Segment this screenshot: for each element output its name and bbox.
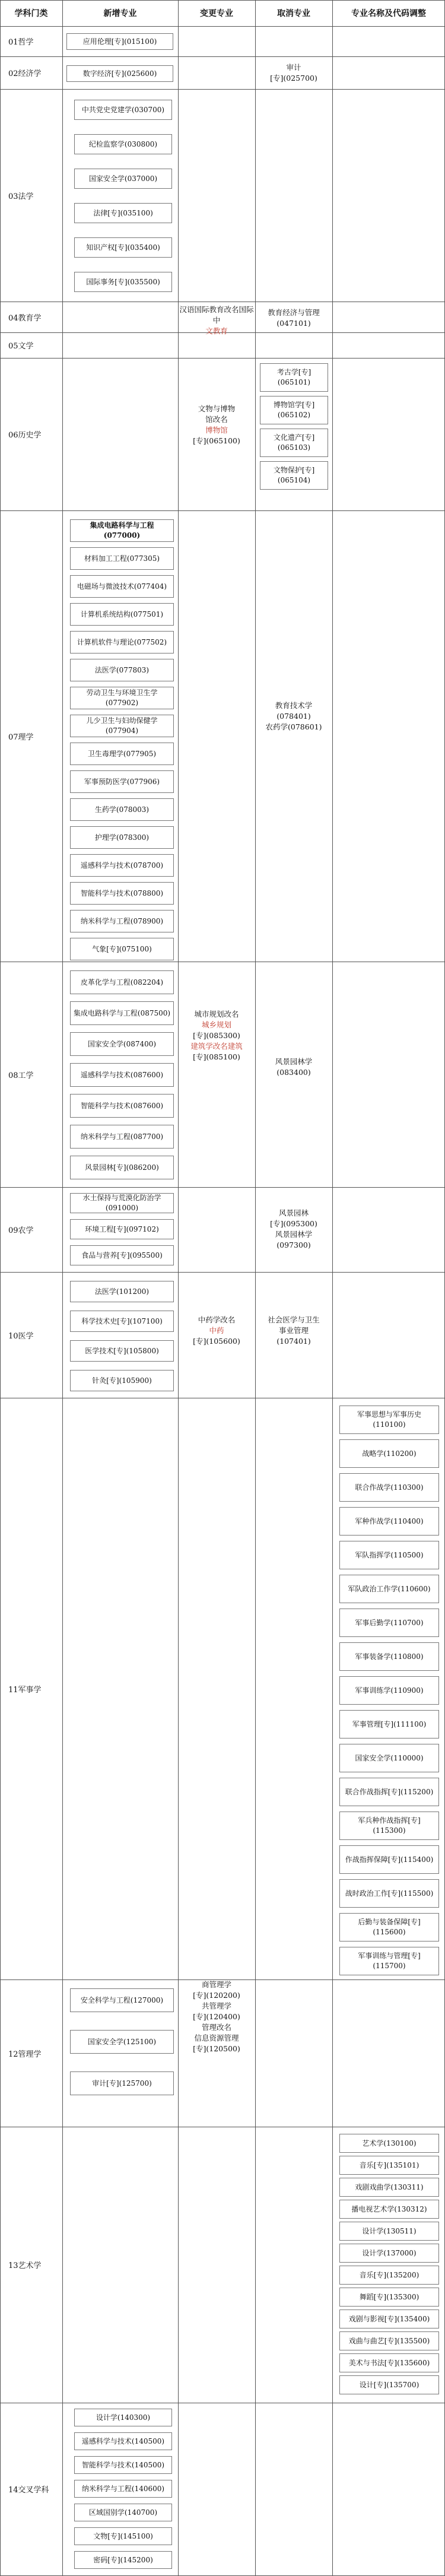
category-label: 10医学 xyxy=(8,1331,34,1341)
row-divider xyxy=(0,26,445,27)
row-divider xyxy=(0,89,445,90)
cancelled-major-note xyxy=(256,62,331,84)
changed-major-note-line: 文物与博物 xyxy=(198,404,236,413)
new-major-box: 环境工程[专](097102) xyxy=(70,1219,174,1239)
category-label: 02经济学 xyxy=(8,69,42,78)
adjusted-major-box: 军队指挥学(110500) xyxy=(339,1541,439,1569)
new-major-box: 法医学(101200) xyxy=(70,1281,174,1302)
cancelled-major-note xyxy=(256,307,331,329)
cancelled-major-note xyxy=(256,1208,331,1251)
cancelled-major-box: 文物保护[专](065104) xyxy=(260,461,328,490)
adjusted-major-box: 军队政治工作学(110600) xyxy=(339,1575,439,1603)
cancelled-major-note-line: (097300) xyxy=(276,1241,311,1249)
changed-major-note xyxy=(180,1979,253,2054)
column-header: 专业名称及代码调整 xyxy=(351,9,426,18)
cancelled-major-note-line: (047101) xyxy=(276,319,311,328)
changed-major-note-line: 建筑学改名建筑 xyxy=(190,1042,243,1051)
new-major-box: 法律[专](035100) xyxy=(74,203,172,223)
changed-major-note-line: 汉语国际教育改名国际中 xyxy=(179,305,254,325)
adjusted-major-box: 戏剧戏曲学(130311) xyxy=(339,2178,439,2197)
changed-major-note-line: 博物馆 xyxy=(205,426,228,434)
adjusted-major-box: 军兵种作战指挥[专](115300) xyxy=(339,1812,439,1840)
adjusted-major-box: 戏剧与影视[专](135400) xyxy=(339,2309,439,2328)
cancelled-major-note xyxy=(256,1057,331,1078)
new-major-box: 材料加工工程(077305) xyxy=(70,547,174,570)
changed-major-note-line: 商管理学 xyxy=(201,1980,231,1989)
category-label: 05文学 xyxy=(8,342,34,351)
changed-major-note-line: [专](120500) xyxy=(193,2044,240,2053)
new-major-box: 应用伦理[专](015100) xyxy=(66,33,173,50)
new-major-box: 科学技术史[专](107100) xyxy=(70,1311,174,1332)
cancelled-major-note-line: 风景园林学 xyxy=(275,1230,313,1239)
column-divider xyxy=(332,0,333,2575)
new-major-box: 电磁场与微波技术(077404) xyxy=(70,575,174,598)
new-major-box: 医学技术[专](105800) xyxy=(70,1340,174,1362)
changed-major-note-line: 管理改名 xyxy=(201,2023,231,2032)
cancelled-major-note xyxy=(256,1315,331,1347)
new-major-box: 国家安全学(037000) xyxy=(74,169,172,189)
cancelled-major-note-line: (083400) xyxy=(276,1068,311,1077)
new-major-box: 生药学(078003) xyxy=(70,798,174,821)
cancelled-major-note-line: 农药学(078601) xyxy=(265,722,322,731)
changed-major-note-line: 城市规划改名 xyxy=(194,1010,239,1019)
column-divider xyxy=(62,0,63,2575)
new-major-box: 水土保持与荒漠化防治学(091000) xyxy=(70,1193,174,1213)
category-label: 08工学 xyxy=(8,1071,34,1080)
new-major-box: 国家安全学(087400) xyxy=(70,1032,174,1056)
new-major-box: 数字经济[专](025600) xyxy=(66,65,173,82)
row-divider xyxy=(0,1187,445,1188)
category-label: 03法学 xyxy=(8,192,34,201)
new-major-box: 风景园林[专](086200) xyxy=(70,1156,174,1179)
adjusted-major-box: 战时政治工作[专](115500) xyxy=(339,1879,439,1908)
adjusted-major-box: 战略学(110200) xyxy=(339,1439,439,1468)
changed-major-note-line: [专](120200) xyxy=(193,1991,240,2000)
adjusted-major-box: 播电视艺术学(130312) xyxy=(339,2200,439,2219)
cancelled-major-note-line: (107401) xyxy=(276,1337,311,1346)
changed-major-note xyxy=(180,1009,253,1062)
new-major-box: 中共党史党建学(030700) xyxy=(74,100,172,120)
new-major-box: 法医学(077803) xyxy=(70,659,174,681)
new-major-box: 计算机软件与理论(077502) xyxy=(70,631,174,653)
adjusted-major-box: 音乐[专](135200) xyxy=(339,2266,439,2285)
adjusted-major-box: 军事后勤学(110700) xyxy=(339,1609,439,1637)
row-divider xyxy=(0,1272,445,1273)
new-major-box: 审计[专](125700) xyxy=(70,2071,174,2095)
new-major-box: 气象[专](075100) xyxy=(70,938,174,960)
adjusted-major-box: 美术与书法[专](135600) xyxy=(339,2353,439,2372)
new-major-box: 智能科学与技术(087600) xyxy=(70,1094,174,1118)
adjusted-major-box: 军种作战学(110400) xyxy=(339,1507,439,1536)
changed-major-note-line: 城乡规划 xyxy=(201,1020,231,1029)
category-label: 06历史学 xyxy=(8,431,42,440)
category-label: 14交叉学科 xyxy=(8,2486,49,2495)
adjusted-major-box: 联合作战学(110300) xyxy=(339,1473,439,1502)
adjusted-major-box: 艺术学(130100) xyxy=(339,2134,439,2153)
changed-major-note-line: 信息资源管理 xyxy=(194,2033,239,2042)
adjusted-major-box: 戏曲与曲艺[专](135500) xyxy=(339,2331,439,2350)
adjusted-major-box: 设计[专](135700) xyxy=(339,2375,439,2394)
new-major-box: 安全科学与工程(127000) xyxy=(70,1988,174,2012)
cancelled-major-note-line: 教育技术学 xyxy=(275,701,313,710)
new-major-box: 智能科学与技术(078800) xyxy=(70,882,174,905)
new-major-box: 智能科学与技术(140500) xyxy=(74,2456,172,2474)
changed-major-note-line: 中药学改名 xyxy=(198,1315,236,1324)
new-major-box: 针灸[专](105900) xyxy=(70,1370,174,1391)
cancelled-major-note-line: (078401) xyxy=(276,712,311,721)
category-label: 07理学 xyxy=(8,732,34,742)
changed-major-note-line: 中药 xyxy=(209,1326,224,1335)
new-major-box: 儿少卫生与妇幼保健学(077904) xyxy=(70,715,174,737)
adjusted-major-box: 舞蹈[专](135300) xyxy=(339,2288,439,2307)
adjusted-major-box: 军事装备学(110800) xyxy=(339,1642,439,1671)
changed-major-note-line: 共管理学 xyxy=(201,2001,231,2010)
column-header: 学科门类 xyxy=(14,9,48,18)
adjusted-major-box: 国家安全学(110000) xyxy=(339,1744,439,1772)
new-major-box: 纪检监察学(030800) xyxy=(74,134,172,154)
cancelled-major-box: 考古学[专](065101) xyxy=(260,363,328,392)
new-major-box: 知识产权[专](035400) xyxy=(74,237,172,258)
cancelled-major-note-line: 风景园林 xyxy=(278,1208,309,1217)
new-major-box: 遥感科学与技术(078700) xyxy=(70,854,174,877)
new-major-box: 纳米科学与工程(087700) xyxy=(70,1125,174,1149)
category-label: 09农学 xyxy=(8,1226,34,1235)
new-major-box: 纳米科学与工程(140600) xyxy=(74,2480,172,2498)
changed-major-note xyxy=(180,1315,253,1347)
column-header: 取消专业 xyxy=(277,9,310,18)
new-major-box: 纳米科学与工程(078900) xyxy=(70,910,174,932)
new-major-box: 设计学(140300) xyxy=(74,2409,172,2426)
cancelled-major-note-line: 教育经济与管理 xyxy=(268,308,320,317)
adjusted-major-box: 军事思想与军事历史(110100) xyxy=(339,1406,439,1434)
new-major-box: 集成电路科学与工程(087500) xyxy=(70,1001,174,1025)
new-major-box: 皮革化学与工程(082204) xyxy=(70,970,174,994)
new-major-box: 军事预防医学(077906) xyxy=(70,770,174,793)
adjusted-major-box: 设计学(130511) xyxy=(339,2222,439,2241)
adjusted-major-box: 联合作战指挥[专](115200) xyxy=(339,1778,439,1806)
category-label: 12管理学 xyxy=(8,2050,42,2059)
cancelled-major-note-line: 审计 xyxy=(286,63,301,72)
new-major-box: 文物[专](145100) xyxy=(74,2527,172,2545)
changed-major-note-line: [专](085300) xyxy=(193,1031,240,1040)
column-divider xyxy=(255,0,256,2575)
new-major-box: 国家安全学(125100) xyxy=(70,2030,174,2054)
adjusted-major-box: 作战指挥保障[专](115400) xyxy=(339,1845,439,1874)
new-major-box: 密码[专](145200) xyxy=(74,2551,172,2569)
cancelled-major-note-line: [专](095300) xyxy=(270,1219,317,1228)
adjusted-major-box: 音乐[专](135101) xyxy=(339,2156,439,2175)
new-major-box: 护理学(078300) xyxy=(70,826,174,849)
category-label: 13艺术学 xyxy=(8,2261,42,2270)
row-divider xyxy=(0,510,445,511)
changed-major-note xyxy=(180,404,253,446)
row-divider xyxy=(0,358,445,359)
adjusted-major-box: 军事训练学(110900) xyxy=(339,1676,439,1705)
cancelled-major-note xyxy=(256,700,331,732)
category-label: 04教育学 xyxy=(8,313,42,323)
changed-major-note-line: [专](065100) xyxy=(193,436,240,445)
changed-major-note-line: [专](120400) xyxy=(193,2012,240,2021)
cancelled-major-note-line: 风景园林学 xyxy=(275,1057,313,1066)
cancelled-major-note-line: 事业管理 xyxy=(278,1326,309,1335)
new-major-box: 区域国别学(140700) xyxy=(74,2504,172,2521)
new-major-box: 计算机系统结构(077501) xyxy=(70,603,174,626)
category-label: 11军事学 xyxy=(8,1685,42,1695)
adjusted-major-box: 军事训练与管理[专](115700) xyxy=(339,1947,439,1975)
adjusted-major-box: 设计学(137000) xyxy=(339,2244,439,2263)
new-major-box: 劳动卫生与环境卫生学(077902) xyxy=(70,687,174,709)
new-major-box: 遥感科学与技术(087600) xyxy=(70,1063,174,1087)
column-header: 新增专业 xyxy=(103,9,137,18)
category-label: 01哲学 xyxy=(8,38,34,47)
new-major-box: 集成电路科学与工程(077000) xyxy=(70,519,174,542)
cancelled-major-box: 博物馆学[专](065102) xyxy=(260,396,328,424)
new-major-box: 食品与营养[专](095500) xyxy=(70,1245,174,1265)
changed-major-note-line: [专](105600) xyxy=(193,1337,240,1346)
new-major-box: 卫生毒理学(077905) xyxy=(70,743,174,765)
adjusted-major-box: 军事管理[专](111100) xyxy=(339,1710,439,1739)
cancelled-major-note-line: 社会医学与卫生 xyxy=(268,1315,320,1324)
adjusted-major-box: 后勤与装备保障[专](115600) xyxy=(339,1913,439,1941)
column-divider xyxy=(178,0,179,2575)
changed-major-note-line: 馆改名 xyxy=(205,415,228,424)
changed-major-note-line: [专](085100) xyxy=(193,1052,240,1061)
cancelled-major-note-line: [专](025700) xyxy=(270,74,317,83)
new-major-box: 遥感科学与技术(140500) xyxy=(74,2432,172,2450)
column-header: 变更专业 xyxy=(200,9,233,18)
new-major-box: 国际事务[专](035500) xyxy=(74,272,172,292)
row-divider xyxy=(0,56,445,57)
changed-major-note-line: 文教育 xyxy=(205,326,228,335)
changed-major-note xyxy=(179,304,254,337)
cancelled-major-box: 文化遗产[专](065103) xyxy=(260,429,328,457)
